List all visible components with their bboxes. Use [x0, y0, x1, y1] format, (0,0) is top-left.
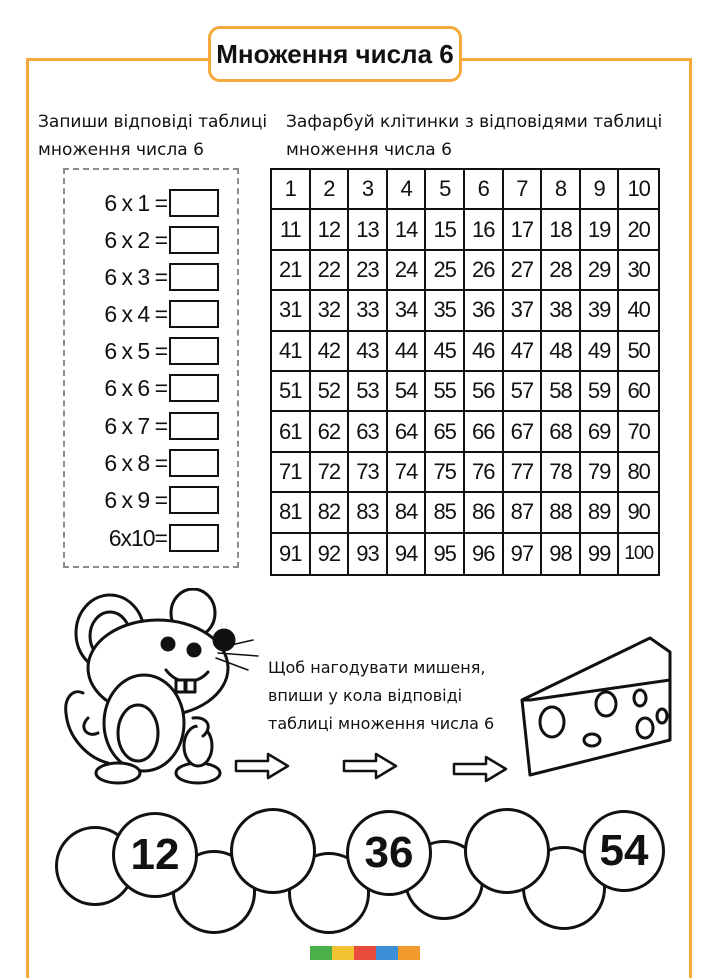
grid-cell[interactable]: 66: [465, 412, 504, 452]
multiplication-row: [95, 448, 225, 478]
grid-cell[interactable]: 11: [272, 210, 311, 250]
grid-cell[interactable]: 3: [349, 170, 388, 210]
multiplication-expression: 6 x 4 =: [104, 300, 167, 327]
answer-box[interactable]: [169, 300, 219, 328]
multiplication-expression: 6 x 7 =: [104, 412, 167, 439]
grid-cell[interactable]: 67: [504, 412, 543, 452]
grid-cell[interactable]: 29: [581, 251, 620, 291]
grid-cell[interactable]: 83: [349, 493, 388, 533]
grid-cell[interactable]: 59: [581, 372, 620, 412]
grid-cell[interactable]: 2: [311, 170, 350, 210]
grid-cell[interactable]: 74: [388, 453, 427, 493]
arrow-right-icon: [342, 752, 398, 780]
grid-cell[interactable]: 94: [388, 534, 427, 574]
grid-cell[interactable]: 81: [272, 493, 311, 533]
grid-cell[interactable]: 58: [542, 372, 581, 412]
grid-cell[interactable]: 20: [619, 210, 658, 250]
grid-cell[interactable]: 16: [465, 210, 504, 250]
grid-cell[interactable]: 91: [272, 534, 311, 574]
grid-cell[interactable]: 95: [426, 534, 465, 574]
arrow-right-icon: [452, 755, 508, 783]
grid-cell[interactable]: 96: [465, 534, 504, 574]
multiplication-expression: 6 x 5 =: [104, 337, 167, 364]
answer-box[interactable]: [169, 226, 219, 254]
answer-box[interactable]: [169, 374, 219, 402]
grid-cell[interactable]: 49: [581, 332, 620, 372]
grid-cell[interactable]: 35: [426, 291, 465, 331]
grid-cell[interactable]: 78: [542, 453, 581, 493]
multiplication-row: [95, 411, 225, 441]
grid-cell[interactable]: 34: [388, 291, 427, 331]
grid-cell[interactable]: 70: [619, 412, 658, 452]
grid-cell[interactable]: 21: [272, 251, 311, 291]
instruction-right: Зафарбуй клітинки з відповідями таблиці множення числа 6: [286, 112, 663, 160]
multiplication-row: [95, 262, 225, 292]
grid-cell[interactable]: 40: [619, 291, 658, 331]
grid-cell[interactable]: 52: [311, 372, 350, 412]
grid-cell[interactable]: 15: [426, 210, 465, 250]
grid-cell[interactable]: 41: [272, 332, 311, 372]
grid-cell[interactable]: 6: [465, 170, 504, 210]
grid-cell[interactable]: 71: [272, 453, 311, 493]
answer-circle[interactable]: 54: [583, 810, 665, 892]
grid-cell[interactable]: 38: [542, 291, 581, 331]
answer-box[interactable]: [169, 449, 219, 477]
answer-circle[interactable]: 36: [346, 810, 432, 896]
grid-cell[interactable]: 50: [619, 332, 658, 372]
grid-cell[interactable]: 39: [581, 291, 620, 331]
multiplication-expression: 6 x 2 =: [104, 226, 167, 253]
grid-cell[interactable]: 54: [388, 372, 427, 412]
hundred-grid: [270, 168, 660, 576]
grid-cell[interactable]: 97: [504, 534, 543, 574]
grid-cell[interactable]: 7: [504, 170, 543, 210]
grid-cell[interactable]: 84: [388, 493, 427, 533]
grid-cell[interactable]: 44: [388, 332, 427, 372]
grid-cell[interactable]: 92: [311, 534, 350, 574]
grid-cell[interactable]: 24: [388, 251, 427, 291]
instruction-left: Запиши відповіді таблиці множення числа 6: [38, 112, 268, 160]
grid-cell[interactable]: 88: [542, 493, 581, 533]
grid-cell[interactable]: 27: [504, 251, 543, 291]
grid-cell[interactable]: 57: [504, 372, 543, 412]
grid-cell[interactable]: 55: [426, 372, 465, 412]
answer-box[interactable]: [169, 524, 219, 552]
grid-cell[interactable]: 36: [465, 291, 504, 331]
multiplication-row: [95, 188, 225, 218]
grid-cell[interactable]: 46: [465, 332, 504, 372]
grid-cell[interactable]: 87: [504, 493, 543, 533]
grid-cell[interactable]: 79: [581, 453, 620, 493]
grid-cell[interactable]: 30: [619, 251, 658, 291]
grid-cell[interactable]: 68: [542, 412, 581, 452]
grid-cell[interactable]: 5: [426, 170, 465, 210]
grid-cell[interactable]: 98: [542, 534, 581, 574]
grid-cell[interactable]: 43: [349, 332, 388, 372]
grid-cell[interactable]: 69: [581, 412, 620, 452]
multiplication-row: [95, 225, 225, 255]
grid-cell[interactable]: 61: [272, 412, 311, 452]
answer-circle[interactable]: [464, 808, 550, 894]
grid-cell[interactable]: 100: [624, 542, 654, 564]
grid-cell[interactable]: 10: [619, 170, 658, 210]
multiplication-expression: 6 x 3 =: [104, 263, 167, 290]
grid-cell[interactable]: 1: [272, 170, 311, 210]
answer-circle[interactable]: [230, 808, 316, 894]
grid-cell[interactable]: 25: [426, 251, 465, 291]
arrow-right-icon: [234, 752, 290, 780]
grid-cell[interactable]: 64: [388, 412, 427, 452]
multiplication-expression: 6 x 6 =: [104, 374, 167, 401]
grid-cell[interactable]: 26: [465, 251, 504, 291]
title-box: [208, 26, 462, 82]
multiplication-expression: 6 x 1 =: [104, 189, 167, 216]
grid-cell[interactable]: 45: [426, 332, 465, 372]
grid-cell[interactable]: 75: [426, 453, 465, 493]
grid-cell[interactable]: 60: [619, 372, 658, 412]
grid-cell[interactable]: 9: [581, 170, 620, 210]
grid-cell[interactable]: 85: [426, 493, 465, 533]
multiplication-expression: 6x10=: [108, 524, 167, 551]
grid-cell[interactable]: 80: [619, 453, 658, 493]
grid-cell[interactable]: 63: [349, 412, 388, 452]
grid-cell[interactable]: 86: [465, 493, 504, 533]
grid-cell[interactable]: 31: [272, 291, 311, 331]
grid-cell[interactable]: 18: [542, 210, 581, 250]
grid-cell[interactable]: 51: [272, 372, 311, 412]
grid-cell[interactable]: 42: [311, 332, 350, 372]
multiplication-row: [95, 523, 225, 553]
page-title: Множення числа 6: [216, 38, 454, 69]
grid-cell[interactable]: 14: [388, 210, 427, 250]
grid-cell[interactable]: 53: [349, 372, 388, 412]
grid-cell[interactable]: 4: [388, 170, 427, 210]
cheese-icon: [510, 620, 680, 780]
grid-cell[interactable]: 22: [311, 251, 350, 291]
answer-box[interactable]: [169, 412, 219, 440]
mouse-instruction: Щоб нагодувати мишеня, впиши у кола відповіді таблиці множення числа 6: [268, 658, 495, 733]
grid-cell[interactable]: 73: [349, 453, 388, 493]
grid-cell[interactable]: 13: [349, 210, 388, 250]
grid-cell[interactable]: 56: [465, 372, 504, 412]
grid-cell[interactable]: 23: [349, 251, 388, 291]
grid-cell[interactable]: 28: [542, 251, 581, 291]
answer-box[interactable]: [169, 189, 219, 217]
grid-cell[interactable]: 17: [504, 210, 543, 250]
grid-cell[interactable]: 48: [542, 332, 581, 372]
grid-cell[interactable]: 47: [504, 332, 543, 372]
grid-cell[interactable]: 12: [311, 210, 350, 250]
answer-box[interactable]: [169, 337, 219, 365]
multiplication-row: [95, 299, 225, 329]
publisher-logo: [310, 946, 420, 960]
grid-cell[interactable]: 89: [581, 493, 620, 533]
grid-cell[interactable]: 76: [465, 453, 504, 493]
grid-cell[interactable]: 90: [619, 493, 658, 533]
grid-cell[interactable]: 65: [426, 412, 465, 452]
grid-cell[interactable]: 77: [504, 453, 543, 493]
multiplication-row: [95, 336, 225, 366]
multiplication-expression: 6 x 8 =: [104, 449, 167, 476]
multiplication-expression: 6 x 9 =: [104, 486, 167, 513]
grid-cell[interactable]: 32: [311, 291, 350, 331]
answer-box[interactable]: [169, 486, 219, 514]
grid-cell[interactable]: 33: [349, 291, 388, 331]
grid-cell[interactable]: 37: [504, 291, 543, 331]
grid-cell[interactable]: 82: [311, 493, 350, 533]
answer-circle[interactable]: 12: [112, 812, 198, 898]
grid-cell[interactable]: 62: [311, 412, 350, 452]
grid-cell[interactable]: 8: [542, 170, 581, 210]
multiplication-row: [95, 373, 225, 403]
answer-box[interactable]: [169, 263, 219, 291]
grid-cell[interactable]: 99: [581, 534, 620, 574]
grid-cell[interactable]: 72: [311, 453, 350, 493]
grid-cell[interactable]: 93: [349, 534, 388, 574]
multiplication-row: [95, 485, 225, 515]
grid-cell[interactable]: 19: [581, 210, 620, 250]
